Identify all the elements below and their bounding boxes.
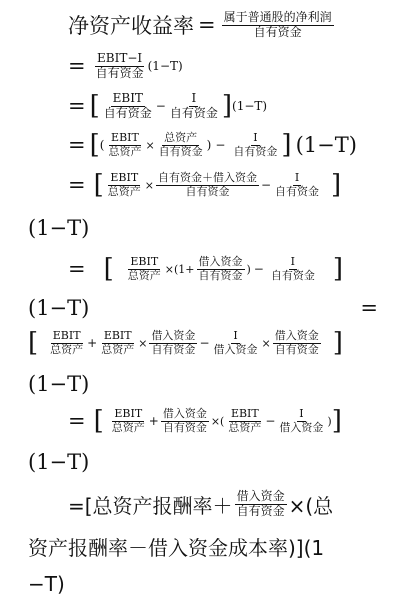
numerator: I <box>290 255 296 268</box>
right-bracket: ] <box>331 406 342 437</box>
fraction <box>99 330 136 356</box>
equation-line-14 <box>28 532 324 561</box>
tax-factor: (1−T) <box>28 450 90 474</box>
equation-line-4: = [ ( $\frac{\text{EBIT}}{\text{总资产}}$ × $\frac{\text{总资产}}{\text{自有资金}}$ ) − $\frac{I}{\text{自有资金}}$ ] (1−T) <box>68 130 357 161</box>
numerator: EBIT−I <box>97 51 143 65</box>
equation-line-11 <box>68 406 342 437</box>
fraction <box>197 256 245 282</box>
numerator: EBIT <box>114 407 143 420</box>
left-bracket: [ <box>89 130 100 161</box>
numerator: I <box>191 91 197 105</box>
fraction <box>110 408 147 434</box>
minus-sign: − <box>253 262 264 277</box>
numerator: EBIT <box>103 329 132 342</box>
times-paren: ×( <box>210 414 225 428</box>
numerator: 属于普通股的净利润 <box>223 9 332 24</box>
equation-line-8 <box>28 296 378 320</box>
left-bracket: [ <box>28 328 39 359</box>
equation-text: −T) <box>28 572 65 596</box>
denominator: 总资产 <box>228 420 262 434</box>
tax-factor: (1−T) <box>232 99 268 114</box>
right-bracket: ] <box>332 328 343 359</box>
denominator: 总资产 <box>127 268 161 282</box>
roe-label: 净资产收益率 <box>68 14 194 38</box>
equals-sign: = <box>68 173 86 198</box>
denominator: 总资产 <box>50 342 84 356</box>
numerator: I <box>253 131 258 144</box>
fraction <box>106 132 143 158</box>
numerator: 借入资金 <box>198 255 243 268</box>
denominator: 自有资金 <box>151 342 196 356</box>
fraction <box>106 172 143 198</box>
tax-factor: (1−T) <box>28 372 90 396</box>
minus-sign: − <box>260 178 272 193</box>
numerator: 借入资金 <box>274 329 319 342</box>
denominator: 自有资金 <box>162 420 207 434</box>
times-sign: × <box>145 138 155 152</box>
equation-line-13 <box>68 490 333 519</box>
numerator: EBIT <box>111 131 139 144</box>
numerator: EBIT <box>110 171 139 184</box>
fraction <box>156 172 259 198</box>
text-after-fraction: ×(总 <box>288 494 334 518</box>
equation-line-9 <box>28 328 343 359</box>
denominator: 总资产 <box>111 420 145 434</box>
denominator: 自有资金 <box>233 144 278 158</box>
equals-sign: = <box>68 133 86 158</box>
fraction <box>168 92 220 121</box>
equation-line-7 <box>68 254 344 285</box>
denominator: 自有资金 <box>185 184 230 198</box>
left-bracket: [ <box>93 406 104 437</box>
fraction <box>149 330 197 356</box>
equation-line-5 <box>68 170 342 201</box>
right-bracket: ] <box>281 130 292 161</box>
numerator: EBIT <box>130 255 159 268</box>
denominator: 自有资金 <box>198 268 243 282</box>
denominator: 总资产 <box>101 342 135 356</box>
denominator: 自有资金 <box>169 105 218 120</box>
fraction <box>273 172 321 198</box>
text-before-fraction: =[总资产报酬率＋ <box>68 494 233 518</box>
tax-factor: (1−T) <box>147 59 183 74</box>
fraction <box>277 408 325 434</box>
left-bracket: [ <box>89 91 100 122</box>
equals-sign: = <box>68 409 86 434</box>
denominator: 总资产 <box>107 184 141 198</box>
times-sign: × <box>138 336 148 350</box>
denominator: 自有资金 <box>274 342 319 356</box>
equals-sign: = <box>68 257 86 282</box>
tax-factor: (1−T) <box>28 216 90 240</box>
equation-line-12 <box>28 450 89 474</box>
right-bracket: ] <box>332 254 344 285</box>
fraction <box>226 408 263 434</box>
fraction <box>235 490 287 519</box>
fraction <box>222 11 334 40</box>
fraction <box>269 256 317 282</box>
minus-sign: − <box>155 99 166 114</box>
numerator: 借入资金 <box>236 489 285 504</box>
times-sign: × <box>144 178 154 192</box>
denominator: 自有资金 <box>158 144 203 158</box>
numerator: 借入资金 <box>162 407 207 420</box>
fraction <box>102 92 154 121</box>
denominator: 借入资金 <box>279 420 324 434</box>
numerator: 借入资金 <box>151 329 196 342</box>
minus-sign: − <box>199 336 210 351</box>
equals-sign: = <box>360 296 378 320</box>
plus-sign: + <box>87 336 98 351</box>
fraction <box>126 256 163 282</box>
right-bracket: ] <box>221 91 233 122</box>
numerator: I <box>299 407 304 420</box>
left-bracket: [ <box>93 170 104 201</box>
equation-line-15 <box>28 572 65 596</box>
close-paren: ) <box>246 262 251 276</box>
equation-line-2 <box>68 52 183 81</box>
equals-sign: = <box>198 13 216 37</box>
numerator: EBIT <box>230 407 259 420</box>
denominator: 借入资金 <box>213 342 258 356</box>
right-bracket: ] <box>331 170 342 201</box>
fraction <box>161 408 209 434</box>
fraction <box>48 330 85 356</box>
denominator: 自有资金 <box>236 504 285 518</box>
equals-sign: = <box>68 54 86 79</box>
numerator: 自有资金＋借入资金 <box>157 171 257 184</box>
fraction <box>231 132 279 158</box>
close-paren: ) <box>327 414 332 428</box>
left-bracket: [ <box>103 254 114 285</box>
numerator: EBIT <box>52 329 81 342</box>
numerator: I <box>294 171 300 184</box>
times-paren: ×(1+ <box>164 262 195 276</box>
denominator: 自有资金 <box>270 268 315 282</box>
equation-line-10 <box>28 372 89 396</box>
fraction <box>212 330 260 356</box>
numerator: 总资产 <box>164 131 198 144</box>
minus-sign: − <box>215 138 226 153</box>
equation-line-3 <box>68 92 267 121</box>
times-sign: × <box>261 336 271 350</box>
fraction <box>273 330 321 356</box>
numerator: I <box>233 329 238 342</box>
fraction <box>94 52 146 81</box>
fraction <box>157 132 205 158</box>
plus-sign: + <box>148 414 159 429</box>
tax-factor: (1−T) <box>28 296 90 320</box>
denominator: 自有资金 <box>253 24 302 39</box>
denominator: 自有资金 <box>95 65 144 80</box>
tax-factor: (1−T) <box>295 133 357 158</box>
equation-line-6 <box>28 216 89 240</box>
denominator: 自有资金 <box>275 184 320 198</box>
minus-sign: − <box>265 414 276 429</box>
denominator: 总资产 <box>108 144 142 158</box>
equals-sign: = <box>68 94 86 119</box>
equation-line-1 <box>68 10 336 40</box>
equation-text: 资产报酬率－借入资金成本率)](1 <box>28 536 325 560</box>
numerator: EBIT <box>112 91 143 105</box>
denominator: 自有资金 <box>103 105 152 120</box>
